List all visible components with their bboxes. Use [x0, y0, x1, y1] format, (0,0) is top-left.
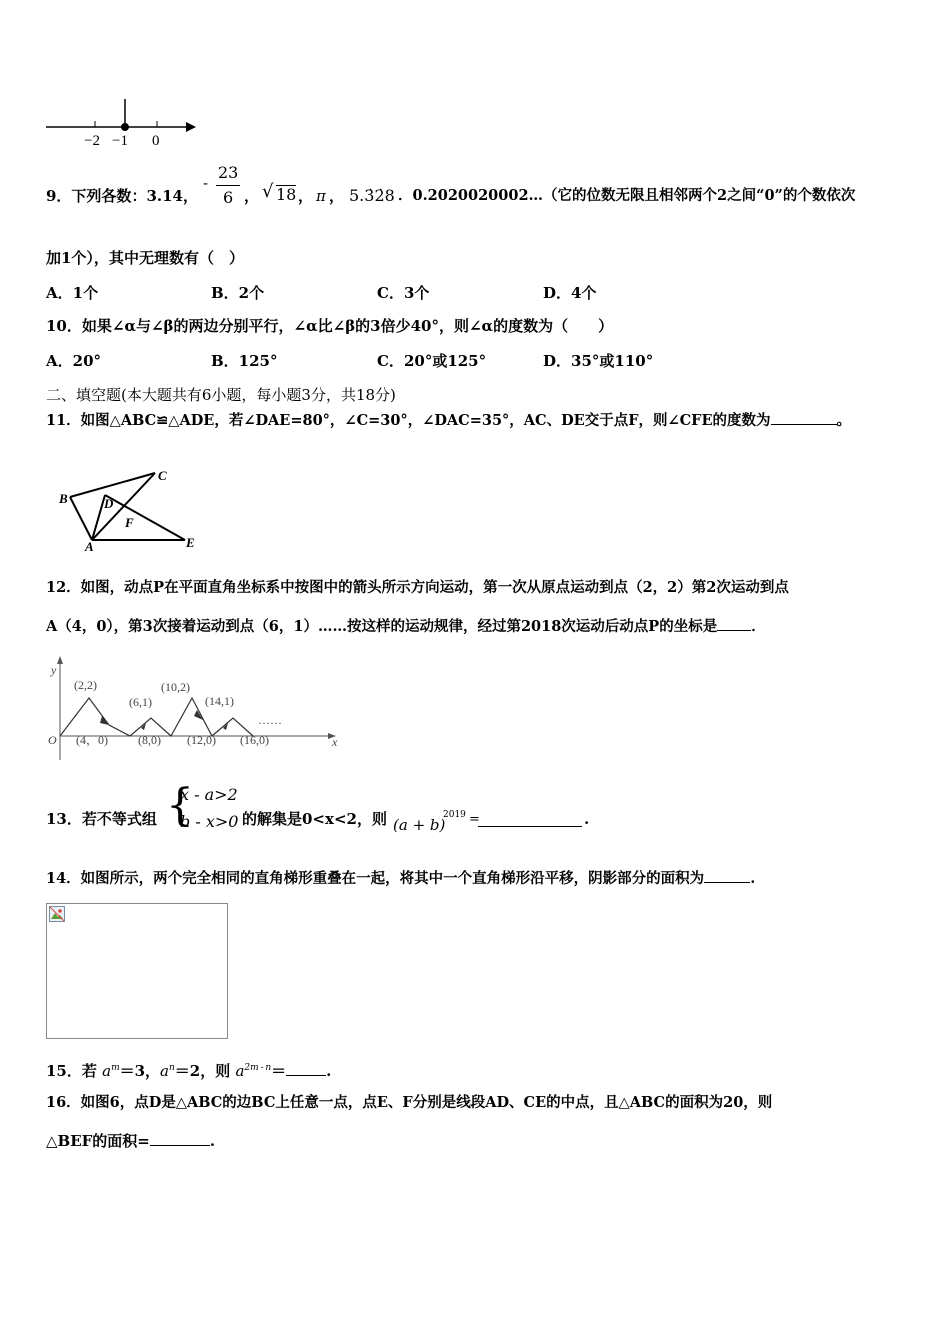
- number-line-figure: [40, 95, 210, 150]
- question-14: [46, 868, 755, 889]
- q9-fraction-bar: [216, 185, 240, 186]
- q10-option-d[interactable]: D．35°或110°: [543, 352, 654, 370]
- base-label: (8,0): [138, 733, 161, 747]
- label-a: A: [85, 539, 94, 553]
- q9-sep: ，: [329, 187, 345, 205]
- q15-eq: ＝2，则: [174, 1062, 236, 1080]
- q15-var: a: [102, 1062, 112, 1080]
- q14-end: .: [750, 870, 756, 887]
- q13-expression: (a + b): [393, 816, 446, 834]
- q15-eq: ＝: [271, 1062, 287, 1080]
- q16-end: .: [209, 1132, 216, 1150]
- q15-var: a: [235, 1062, 245, 1080]
- q10-option-c[interactable]: C．20°或125°: [377, 352, 487, 370]
- q9-sep: ，: [298, 187, 314, 205]
- q13-row1: x - a>2: [180, 785, 238, 804]
- q9-option-b[interactable]: B．2个: [211, 284, 265, 302]
- tick-label: 0: [152, 133, 160, 149]
- q13-row2: b - x>0: [180, 812, 239, 831]
- q10-option-b[interactable]: B．125°: [211, 352, 278, 370]
- q14-text: 14．如图所示，两个完全相同的直角梯形重叠在一起，将其中一个直角梯形沿平移，阴影部分的面积为: [46, 870, 705, 887]
- q9-option-a[interactable]: A．1个: [46, 284, 99, 302]
- sqrt-icon: √: [262, 181, 274, 202]
- answer-blank[interactable]: [717, 616, 751, 631]
- q15-var: a: [160, 1062, 169, 1080]
- continuation-dots: ……: [258, 713, 282, 727]
- label-c: C: [158, 468, 167, 483]
- q15-exp: n: [169, 1063, 175, 1073]
- q9-option-d[interactable]: D．4个: [543, 284, 597, 302]
- triangle-figure: [55, 465, 205, 553]
- q9-fraction-numerator: 23: [218, 163, 239, 182]
- base-label: (12,0): [187, 733, 216, 747]
- question-11: [46, 410, 851, 431]
- motion-path-figure: [40, 652, 350, 762]
- q12-text: A（4，0），第3次接着运动到点（6，1）……按这样的运动规律，经过第2018次运动后动点P的坐标是: [46, 618, 718, 635]
- peak-label: (14,1): [205, 694, 234, 708]
- q9-sep: ，: [244, 187, 260, 205]
- base-label: (16,0): [240, 733, 269, 747]
- origin-label: O: [48, 733, 57, 747]
- question-15: [46, 1058, 331, 1081]
- q9-fraction-denominator: 6: [223, 188, 234, 207]
- label-d: D: [104, 496, 114, 511]
- q11-end: 。: [836, 412, 852, 429]
- q12-end: ．: [751, 618, 766, 635]
- label-f: F: [125, 515, 134, 530]
- q10-option-a[interactable]: A．20°: [46, 352, 102, 370]
- q13-lead: 13．若不等式组: [46, 810, 157, 828]
- answer-blank[interactable]: [771, 410, 837, 425]
- q9-option-c[interactable]: C．3个: [377, 284, 430, 302]
- q9-minus: -: [203, 174, 209, 192]
- q13-equals: =: [469, 812, 480, 827]
- tick-label: −2: [84, 133, 100, 149]
- question-12-line1: 12．如图，动点P在平面直角坐标系中按图中的箭头所示方向运动，第一次从原点运动到点（2，2）第2次运动到点: [46, 579, 789, 596]
- q9-tail: ．0.2020020002…（它的位数无限且相邻两个2之间“0”的个数依次: [398, 187, 856, 204]
- section-heading: 二、填空题(本大题共有6小题，每小题3分，共18分): [46, 386, 396, 404]
- q11-text: 11．如图△ABC≌△ADE，若∠DAE=80°，∠C=30°，∠DAC=35°，AC、DE交于点F，则∠CFE的度数为: [46, 412, 771, 429]
- answer-blank[interactable]: [704, 868, 750, 883]
- base-label: (4，0): [76, 733, 108, 747]
- q15-exp: 2m - n: [244, 1063, 272, 1073]
- q13-exponent: 2019: [443, 810, 466, 820]
- answer-blank[interactable]: [150, 1131, 210, 1146]
- q9-sqrt-value: 18: [276, 185, 297, 204]
- q15-eq: ＝3，: [119, 1062, 161, 1080]
- question-16-line2: [46, 1131, 215, 1151]
- tick-label: −1: [112, 133, 128, 149]
- q9-line2: 加1个），其中无理数有（ ）: [46, 249, 244, 267]
- question-10: 10．如果∠α与∠β的两边分别平行，∠α比∠β的3倍少40°，则∠α的度数为（ ）: [46, 317, 614, 335]
- q9-pi: π: [316, 187, 326, 205]
- q15-end: .: [326, 1062, 332, 1080]
- axis-x-label: x: [332, 735, 338, 749]
- peak-label: (6,1): [129, 695, 152, 709]
- answer-blank[interactable]: [286, 1061, 326, 1076]
- q13-end: .: [584, 810, 590, 828]
- q9-lead: 9．下列各数：3.14，: [46, 187, 198, 205]
- peak-label: (2,2): [74, 678, 97, 692]
- brace-icon: {: [166, 780, 194, 831]
- q15-lead: 15．若: [46, 1062, 103, 1080]
- broken-image-placeholder: [46, 903, 228, 1039]
- q13-mid: 的解集是0<x<2，则: [242, 810, 387, 828]
- peak-label: (10,2): [161, 680, 190, 694]
- question-16-line1: 16．如图6，点D是△ABC的边BC上任意一点，点E、F分别是线段AD、CE的中点，且△ABC的面积为20，则: [46, 1094, 773, 1111]
- label-e: E: [186, 535, 195, 550]
- answer-blank[interactable]: [478, 812, 582, 827]
- axis-y-label: y: [51, 663, 57, 677]
- question-12-line2: [46, 616, 766, 637]
- q16-text: △BEF的面积=: [46, 1132, 150, 1150]
- q15-exp: m: [111, 1063, 120, 1073]
- broken-image-icon: [49, 906, 65, 922]
- label-b: B: [59, 491, 68, 506]
- q9-repeating-decimal: 5.3̇2̇8: [349, 186, 395, 205]
